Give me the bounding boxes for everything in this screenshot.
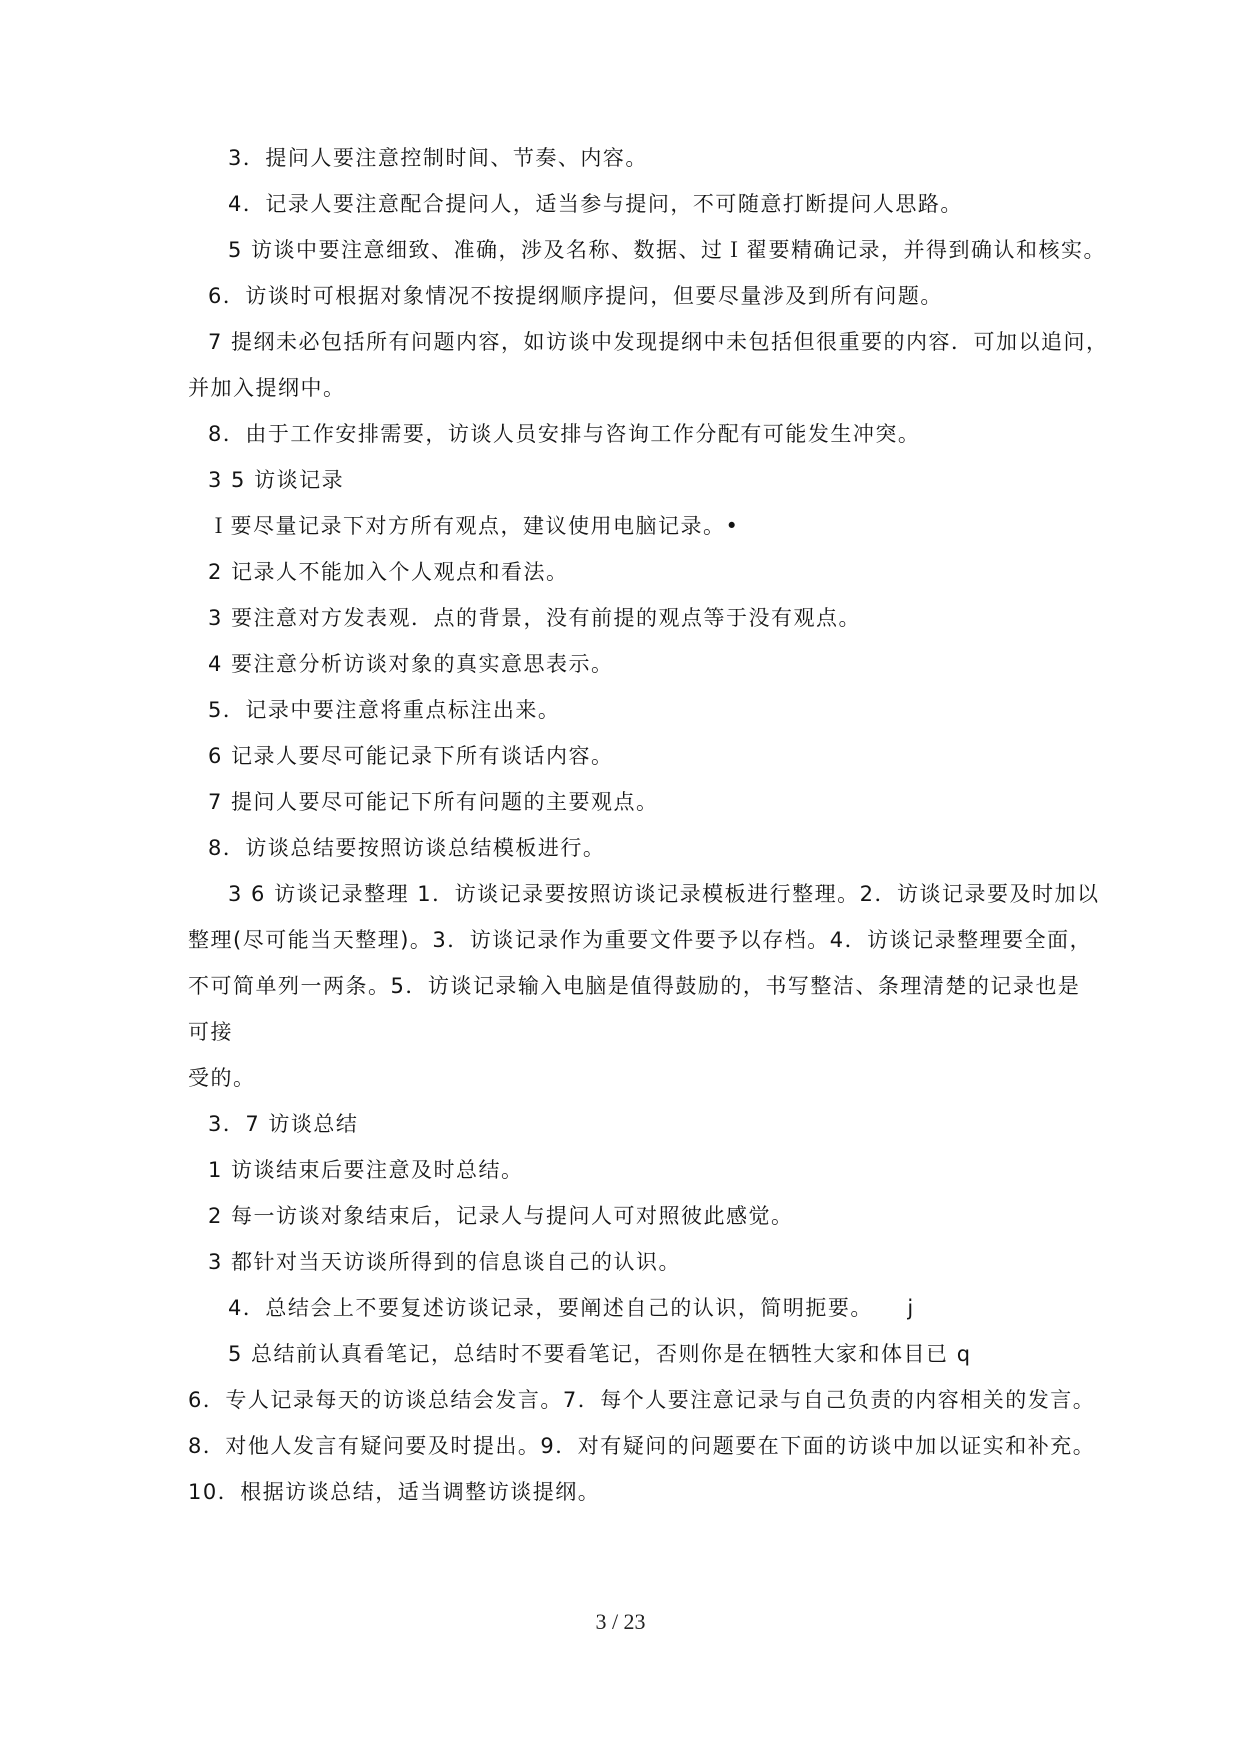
text-line-2: 4．记录人要注意配合提问人，适当参与提问，不可随意打断提问人思路。 (228, 192, 963, 216)
text-line-10: 2 记录人不能加入个人观点和看法。 (208, 560, 569, 584)
section-heading-3-6: 3 6 访谈记录整理 1．访谈记录要按照访谈记录模板进行整理。2．访谈记录要及时加以 (228, 882, 1100, 906)
text-line-13: 5．记录中要注意将重点标注出来。 (208, 698, 561, 722)
text-line-5: 7 提纲未必包括所有问题内容，如访谈中发现提纲中未包括但很重要的内容．可加以追问， (208, 330, 1109, 354)
text-line-24: 2 每一访谈对象结束后，记录人与提问人可对照彼此感觉。 (208, 1204, 794, 1228)
text-line-20: 可接 (188, 1020, 233, 1044)
text-line-16: 8．访谈总结要按照访谈总结模板进行。 (208, 836, 606, 860)
text-line-29: 8．对他人发言有疑问要及时提出。9．对有疑问的问题要在下面的访谈中加以证实和补充。 (188, 1434, 1096, 1458)
text-line-1: 3．提问人要注意控制时间、节奏、内容。 (228, 146, 648, 170)
text-line-27: 5 总结前认真看笔记，总结时不要看笔记，否则你是在牺牲大家和体目已 q (228, 1342, 972, 1366)
text-line-7: 8．由于工作安排需要，访谈人员安排与咨询工作分配有可能发生冲突。 (208, 422, 921, 446)
section-heading-3-7: 3．7 访谈总结 (208, 1112, 359, 1136)
text-line-23: 1 访谈结束后要注意及时总结。 (208, 1158, 524, 1182)
text-line-6: 并加入提纲中。 (188, 376, 346, 400)
text-line-26: 4．总结会上不要复述访谈记录，要阐述自己的认识，简明扼要。 j (228, 1296, 915, 1320)
section-heading-3-5: 3 5 访谈记录 (208, 468, 345, 492)
text-line-15: 7 提问人要尽可能记下所有问题的主要观点。 (208, 790, 659, 814)
text-line-25: 3 都针对当天访谈所得到的信息谈自己的认识。 (208, 1250, 682, 1274)
text-line-9: Ｉ要尽量记录下对方所有观点，建议使用电脑记录。• (208, 514, 740, 538)
text-line-28: 6．专人记录每天的访谈总结会发言。7．每个人要注意记录与自己负责的内容相关的发言。 (188, 1388, 1096, 1412)
text-line-18: 整理(尽可能当天整理)。3．访谈记录作为重要文件要予以存档。4．访谈记录整理要全面， (188, 928, 1093, 952)
text-line-4: 6．访谈时可根据对象情况不按提纲顺序提问，但要尽量涉及到所有问题。 (208, 284, 943, 308)
text-line-3: 5 访谈中要注意细致、准确，涉及名称、数据、过Ｉ翟要精确记录，并得到确认和核实。 (228, 238, 1107, 262)
text-line-12: 4 要注意分析访谈对象的真实意思表示。 (208, 652, 614, 676)
text-line-30: 10．根据访谈总结，适当调整访谈提纲。 (188, 1480, 601, 1504)
text-line-21: 受的。 (188, 1066, 256, 1090)
text-line-11: 3 要注意对方发表观．点的背景，没有前提的观点等于没有观点。 (208, 606, 862, 630)
text-line-14: 6 记录人要尽可能记录下所有谈话内容。 (208, 744, 614, 768)
page-number: 3 / 23 (595, 1609, 646, 1634)
text-line-19: 不可简单列一两条。5．访谈记录输入电脑是值得鼓励的，书写整洁、条理清楚的记录也是 (188, 974, 1081, 998)
